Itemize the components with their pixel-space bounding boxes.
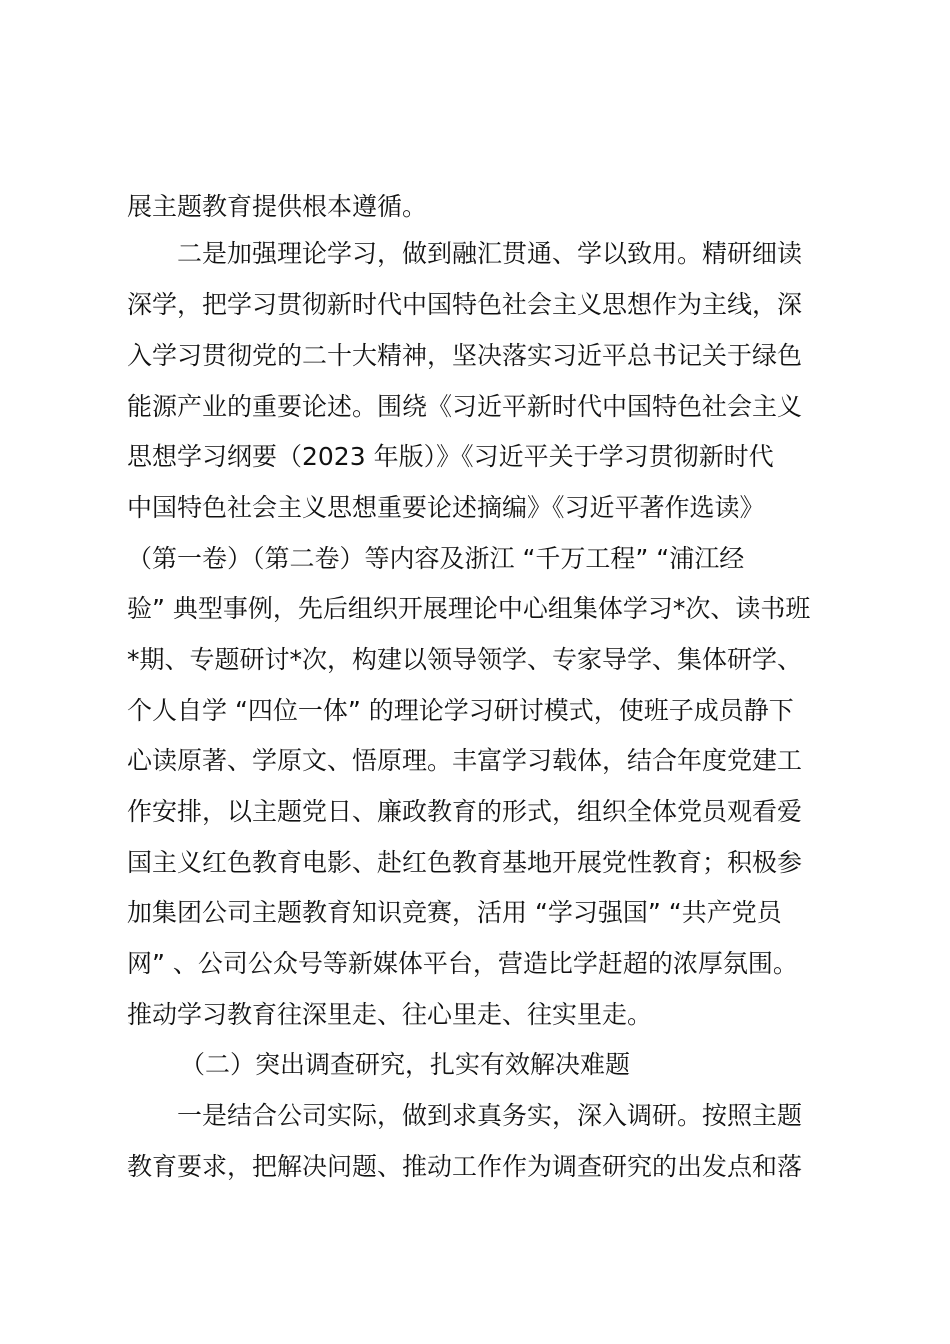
paragraph-line: 推动学习教育往深里走、往心里走、往实里走。: [127, 1000, 653, 1029]
paragraph-line: 网” 、公司公众号等新媒体平台，营造比学赶超的浓厚氛围。: [127, 949, 798, 978]
paragraph-line: （第一卷）（第二卷）等内容及浙江 “千万工程” “浦江经: [127, 544, 745, 573]
paragraph-line: 能源产业的重要论述。围绕《习近平新时代中国特色社会主义: [127, 392, 803, 421]
section-heading: （二）突出调查研究，扎实有效解决难题: [180, 1050, 631, 1079]
paragraph-line: 心读原著、学原文、悟原理。丰富学习载体，结合年度党建工: [127, 746, 803, 775]
paragraph-line: 思想学习纲要（2023 年版）》《习近平关于学习贯彻新时代: [127, 442, 774, 471]
paragraph-line: 个人自学 “四位一体” 的理论学习研讨模式，使班子成员静下: [127, 696, 794, 725]
paragraph-line: 国主义红色教育电影、赴红色教育基地开展党性教育；积极参: [127, 848, 803, 877]
paragraph-line: 验” 典型事例，先后组织开展理论中心组集体学习*次、读书班: [127, 594, 811, 623]
paragraph-line: *期、专题研讨*次，构建以领导领学、专家导学、集体研学、: [127, 645, 803, 674]
paragraph-line: 入学习贯彻党的二十大精神，坚决落实习近平总书记关于绿色: [127, 341, 803, 370]
paragraph-line: 作安排，以主题党日、廉政教育的形式，组织全体党员观看爱: [127, 797, 803, 826]
paragraph-line: 加集团公司主题教育知识竞赛，活用 “学习强国” “共产党员: [127, 898, 782, 927]
paragraph-line: 一是结合公司实际，做到求真务实，深入调研。按照主题: [177, 1101, 803, 1130]
paragraph-line: 教育要求，把解决问题、推动工作作为调查研究的出发点和落: [127, 1152, 803, 1181]
paragraph-line: 展主题教育提供根本遵循。: [127, 192, 428, 221]
paragraph-line: 深学，把学习贯彻新时代中国特色社会主义思想作为主线，深: [127, 290, 803, 319]
paragraph-line: 二是加强理论学习，做到融汇贯通、学以致用。精研细读: [177, 239, 803, 268]
paragraph-line: 中国特色社会主义思想重要论述摘编》《习近平著作选读》: [127, 493, 765, 522]
